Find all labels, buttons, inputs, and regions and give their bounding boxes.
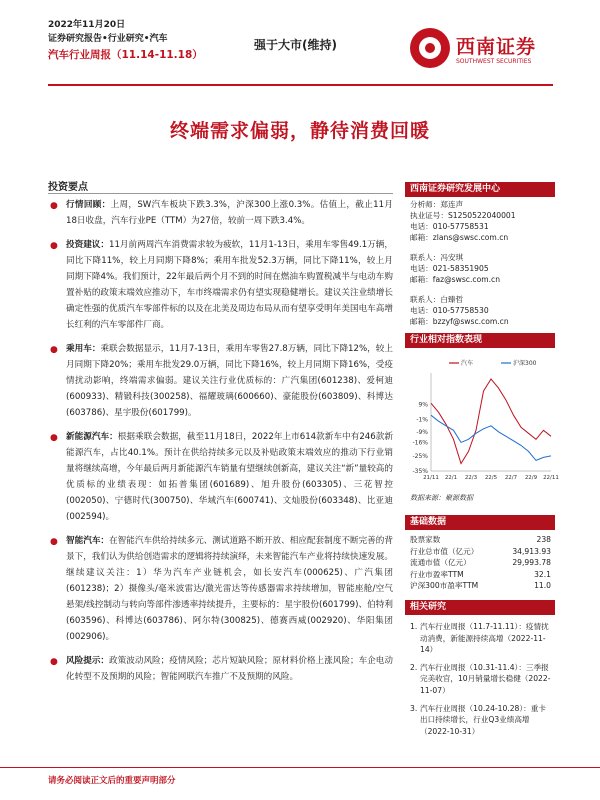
related-text: 汽车行业周报（11.7-11.11）：疫情扰动消费，新能源持续高增（2022-11-14） [420, 622, 549, 655]
basic-key: 行业市盈率TTM [410, 569, 464, 579]
bullet-icon: ● [50, 657, 58, 667]
y-tick-label: -16% [412, 439, 428, 447]
bullet-icon: ● [50, 433, 58, 443]
related-item[interactable] [410, 621, 553, 656]
team-line: 联系人：冯安琪 [410, 253, 464, 262]
team-line: 电话：010-57758530 [410, 306, 489, 315]
x-tick-label: 21/11 [423, 475, 439, 481]
basic-row [410, 557, 551, 569]
basic-title: 基础数据 [405, 515, 555, 530]
team-lines [405, 197, 555, 327]
basic-key: 沪深300市盈率TTM [410, 581, 479, 590]
team-title: 西南证券研究发展中心 [405, 182, 555, 197]
y-tick-label: -1% [416, 416, 428, 424]
y-tick-label: -35% [412, 468, 428, 475]
related-number: 3. [410, 703, 418, 713]
bullet-icon: ● [50, 537, 58, 547]
basic-panel [405, 515, 555, 592]
spacer [410, 243, 555, 252]
summary-point [48, 429, 393, 525]
point-text: 乘联会数据显示，11月7-13日，乘用车零售27.8万辆，同比下降12%，较上月同期下降20%；乘用车批发29.0万辆，同比下降16%，较上月同期下降16%，受疫情扰动影响，终端需求偏弱。建议关注行业优质标的：广汽集团(601238)、爱柯迪(600933)、精锻科技(300258)、福耀玻璃(600660)、豪能股份(603809)、科博达(603786)、星宇股份(601799)。 [66, 344, 393, 418]
team-line: 电话：021-58351905 [410, 264, 489, 273]
spacer [410, 285, 555, 294]
logo-cn: 西南证券 [456, 36, 537, 58]
chart-source: 数据来源：聚源数据 [410, 494, 473, 502]
team-line: 执业证号：S1250522040001 [410, 211, 516, 220]
related-text: 汽车行业周报（10.31-11.4）：三季报完美收官，10月销量增长稳健（2022-11-07） [420, 662, 551, 695]
logo-emblem-icon [410, 28, 450, 68]
basic-key: 行业总市值（亿元） [410, 546, 479, 556]
basic-row [410, 534, 551, 546]
basic-row [410, 546, 551, 558]
x-tick-label: 22/11 [543, 475, 559, 481]
related-panel [405, 600, 555, 743]
x-tick-label: 22/5 [484, 475, 498, 481]
report-title: 终端需求偏弱，静待消费回暖 [169, 120, 430, 142]
perf-chart-svg [405, 355, 559, 485]
team-line: 邮箱：zlans@swsc.com.cn [410, 233, 509, 242]
y-tick-label: -9% [416, 428, 428, 436]
point-label: 风险提示： [66, 656, 110, 666]
report-series: 证券研究报告•行业研究•汽车 [48, 34, 168, 44]
legend-label: 沪深300 [513, 360, 537, 367]
x-tick-label: 22/1 [444, 475, 458, 481]
basic-value: 11.0 [534, 581, 551, 590]
perf-title: 行业相对指数表现 [405, 333, 555, 348]
y-tick-label: 9% [418, 401, 428, 409]
summary-point [48, 197, 393, 229]
perf-panel [405, 333, 555, 348]
point-text: 在智能汽车供给持续多元、测试道路不断开放、相应配套制度不断完善的背景下，我们认为供给创造需求的逻辑将持续演绎，未来智能汽车产业将持续快速发展。继续建议关注：1）华为汽车产业链机会，如长安汽车(000625)、广汽集团(601238)；2）摄像头/毫米波雷达/激光雷达等传感器需求持续增加，智能座舱/空气悬架/线控制动与转向等部件渗透率持续提升，主要标的：星宇股份(601799)、伯特利(603596)、科博达(603786)、阿尔特(300825)、德赛西威(002920)、华阳集团(002906)。 [66, 536, 393, 642]
related-text: 汽车行业周报（10.24-10.28）：重卡出口持续增长，行业Q3业绩高增（2022-10-31） [420, 703, 546, 736]
point-text: 根据乘联会数据，截至11月18日，2022年上市614款新车中有246款新能源汽车，占比40.1%。预计在供给持续多元以及补贴政策末端效应的推动下行业销量将继续高增，今年最后两月新能源汽车销量有望继续创新高，建议关注“新”量较高的优质标的业绩表现：如拓普集团(601689)、旭升股份(603305)、三花智控(002050)、宁德时代(300750)、华域汽车(600741)、文灿股份(603348)、比亚迪(002594)。 [66, 432, 393, 522]
team-panel [405, 182, 555, 327]
related-item[interactable] [410, 662, 553, 697]
summary-points [48, 197, 393, 693]
related-number: 2. [410, 662, 418, 672]
series-line-0 [431, 379, 551, 464]
series-line-1 [431, 415, 551, 460]
basic-table [405, 530, 555, 592]
point-label: 乘用车： [66, 344, 101, 354]
header-rule [48, 84, 553, 86]
summary-point [48, 533, 393, 645]
basic-value: 238 [536, 535, 551, 544]
team-line: 联系人：白臻哲 [410, 295, 464, 304]
report-header [48, 18, 203, 62]
bullet-icon: ● [50, 201, 58, 211]
x-tick-label: 22/3 [464, 475, 478, 481]
point-label: 投资建议： [66, 240, 109, 250]
basic-key: 股票家数 [410, 535, 441, 544]
footer-note: 请务必阅读正文后的重要声明部分 [48, 776, 176, 786]
team-line: 邮箱：faz@swsc.com.cn [410, 275, 501, 284]
related-list [405, 615, 555, 737]
related-title: 相关研究 [405, 600, 555, 615]
point-text: 11月前两周汽车消费需求较为疲软，11月1-13日，乘用车零售49.1万辆，同比下降11%，较上月同期下降8%；乘用车批发52.3万辆，同比下降11%，较上月同期下降4%。我们预计，22年最后两个月不到的时间在燃油车购置税减半与电动车购置补贴的政策末端效应推动下，车市终端需求仍有望实现稳健增长。建议关注业绩增长确定性强的优质汽车零部件标的以及在北美及周边布局从而有望享受明年美国电车高增长红利的汽车零部件厂商。 [66, 240, 393, 330]
rating: 强于大市(维持) [254, 38, 337, 52]
point-label: 行情回顾： [66, 200, 111, 210]
summary-rule [48, 193, 393, 194]
summary-point [48, 341, 393, 421]
bullet-icon: ● [50, 345, 58, 355]
legend-label: 汽车 [461, 360, 474, 367]
summary-heading: 投资要点 [48, 182, 88, 193]
y-tick-label: -25% [412, 452, 428, 460]
x-tick-label: 22/7 [504, 475, 518, 481]
team-line: 邮箱：bzzyf@swsc.com.cn [410, 317, 509, 326]
basic-value: 34,913.93 [512, 546, 551, 556]
team-line: 电话：010-57758531 [410, 222, 489, 231]
company-logo [410, 28, 560, 78]
team-line: 分析师：郑连声 [410, 200, 464, 209]
point-label: 新能源汽车： [66, 432, 118, 442]
basic-key: 流通市值（亿元） [410, 558, 471, 567]
related-number: 1. [410, 622, 418, 631]
basic-value: 29,993.78 [512, 558, 551, 567]
x-tick-label: 22/9 [524, 475, 538, 481]
point-text: 上周，SW汽车板块下跌3.3%，沪深300上涨0.3%。估值上，截止11月18日收盘，汽车行业PE（TTM）为27倍，较前一周下跌3.4%。 [66, 200, 393, 226]
logo-en: SOUTHWEST SECURITIES [456, 58, 532, 65]
point-label: 智能汽车： [66, 536, 110, 546]
report-date: 2022年11月20日 [48, 20, 126, 30]
report-weekly: 汽车行业周报（11.14-11.18） [48, 49, 203, 61]
footer-rule [0, 767, 600, 768]
point-text: 政策波动风险；疫情风险；芯片短缺风险；原材料价格上涨风险；车企电动化转型不及预期的风险；智能网联汽车推广不及预期的风险。 [66, 656, 393, 682]
summary-point [48, 653, 393, 685]
basic-value: 32.1 [534, 569, 551, 579]
summary-point [48, 237, 393, 333]
basic-row [410, 580, 551, 592]
basic-row [410, 569, 551, 581]
perf-chart [405, 355, 559, 502]
related-item[interactable] [410, 703, 553, 738]
bullet-icon: ● [50, 241, 58, 251]
